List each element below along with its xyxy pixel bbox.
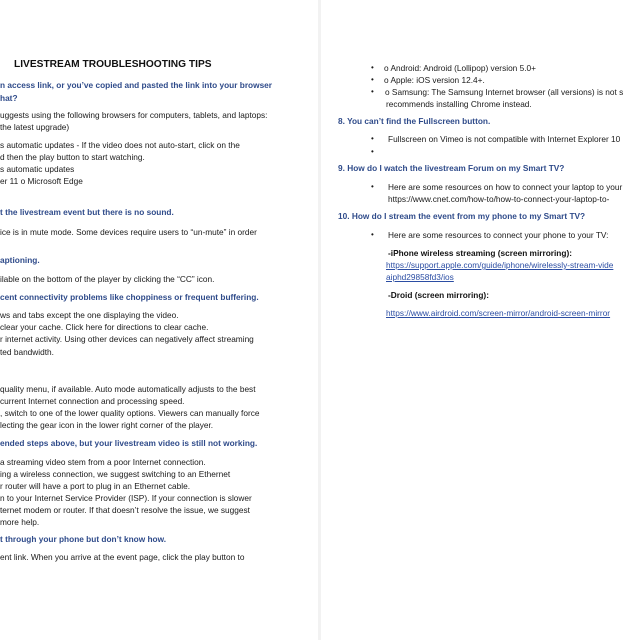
body-text-line: s automatic updates — [0, 164, 75, 174]
iphone-label: -iPhone wireless streaming (screen mirroring): — [388, 248, 572, 258]
list-item-samsung-cont: recommends installing Chrome instead. — [386, 99, 532, 109]
section-heading: cent connectivity problems like choppiness or frequent buffering. — [0, 292, 259, 302]
heading-q9: 9. How do I watch the livestream Forum on my Smart TV? — [338, 163, 565, 173]
body-text-line: r internet activity. Using other devices can negatively affect streaming — [0, 334, 254, 344]
body-text-line: ice is in mute mode. Some devices require users to “un-mute” in order — [0, 227, 257, 237]
right-document-page — [321, 0, 640, 640]
section-heading: hat? — [0, 93, 18, 103]
airdroid-link[interactable]: https://www.airdroid.com/screen-mirror/android-screen-mirror — [386, 308, 611, 318]
body-text-line: ternet modem or router. If that doesn’t resolve the issue, we suggest — [0, 505, 250, 515]
heading-q8: 8. You can’t find the Fullscreen button. — [338, 116, 491, 126]
section-heading: t through your phone but don’t know how. — [0, 534, 167, 544]
cnet-url[interactable]: https://www.cnet.com/how-to/how-to-connect-your-laptop-to- — [388, 194, 610, 204]
body-text-line: lecting the gear icon in the lower right corner of the player. — [0, 420, 214, 430]
bullet-icon: • — [371, 63, 374, 72]
section-heading: ended steps above, but your livestream video is still not working. — [0, 438, 258, 448]
body-text-line: d then the play button to start watching. — [0, 152, 145, 162]
body-text-line: ws and tabs except the one displaying the video. — [0, 310, 179, 320]
bullet-icon: • — [371, 75, 374, 84]
body-text-line: ilable on the bottom of the player by clicking the “CC” icon. — [0, 274, 215, 284]
list-item-android: o Android: Android (Lollipop) version 5.0+ — [384, 63, 536, 73]
list-item-phone-resources: Here are some resources to connect your phone to your TV: — [388, 230, 609, 240]
apple-support-link-cont[interactable]: aiphd29858fd3/ios — [386, 272, 454, 282]
body-text-line: uggests using the following browsers for computers, tablets, and laptops: — [0, 110, 268, 120]
section-heading: n access link, or you’ve copied and pasted the link into your browser — [0, 80, 273, 90]
body-text-line: current Internet connection and processing speed. — [0, 396, 185, 406]
section-heading: t the livestream event but there is no sound. — [0, 207, 174, 217]
bullet-icon: • — [371, 87, 374, 96]
body-text-line: a streaming video stem from a poor Internet connection. — [0, 457, 206, 467]
bullet-icon: • — [371, 147, 374, 156]
section-heading: aptioning. — [0, 255, 40, 265]
heading-q10: 10. How do I stream the event from my phone to my Smart TV? — [338, 211, 586, 221]
body-text-line: quality menu, if available. Auto mode automatically adjusts to the best — [0, 384, 256, 394]
document-title: LIVESTREAM TROUBLESHOOTING TIPS — [14, 59, 212, 70]
body-text-line: s automatic updates - If the video does not auto-start, click on the — [0, 140, 240, 150]
body-text-line: ted bandwidth. — [0, 347, 54, 357]
list-item-apple: o Apple: iOS version 12.4+. — [384, 75, 485, 85]
list-item-samsung: o Samsung: The Samsung Internet browser (all versions) is not s — [385, 87, 624, 97]
body-text-line: ent link. When you arrive at the event page, click the play button to — [0, 552, 245, 562]
body-text-line: n to your Internet Service Provider (ISP). If your connection is slower — [0, 493, 252, 503]
apple-support-link[interactable]: https://support.apple.com/guide/iphone/wirelessly-stream-vide — [386, 260, 614, 270]
body-text-line: , switch to one of the lower quality options. Viewers can manually force — [0, 408, 260, 418]
left-document-page — [0, 0, 318, 640]
list-item-fullscreen: Fullscreen on Vimeo is not compatible with Internet Explorer 10 — [388, 134, 621, 144]
body-text-line: ing a wireless connection, we suggest switching to an Ethernet — [0, 469, 231, 479]
bullet-icon: • — [371, 182, 374, 191]
body-text-line: clear your cache. Click here for directions to clear cache. — [0, 322, 209, 332]
droid-label: -Droid (screen mirroring): — [388, 290, 489, 300]
body-text-line: r router will have a port to plug in an Ethernet cable. — [0, 481, 191, 491]
body-text-line: more help. — [0, 517, 40, 527]
bullet-icon: • — [371, 134, 374, 143]
body-text-line: the latest upgrade) — [0, 122, 70, 132]
bullet-icon: • — [371, 230, 374, 239]
body-text-line: er 11 o Microsoft Edge — [0, 176, 83, 186]
list-item-laptop-resources: Here are some resources on how to connect your laptop to your — [388, 182, 623, 192]
